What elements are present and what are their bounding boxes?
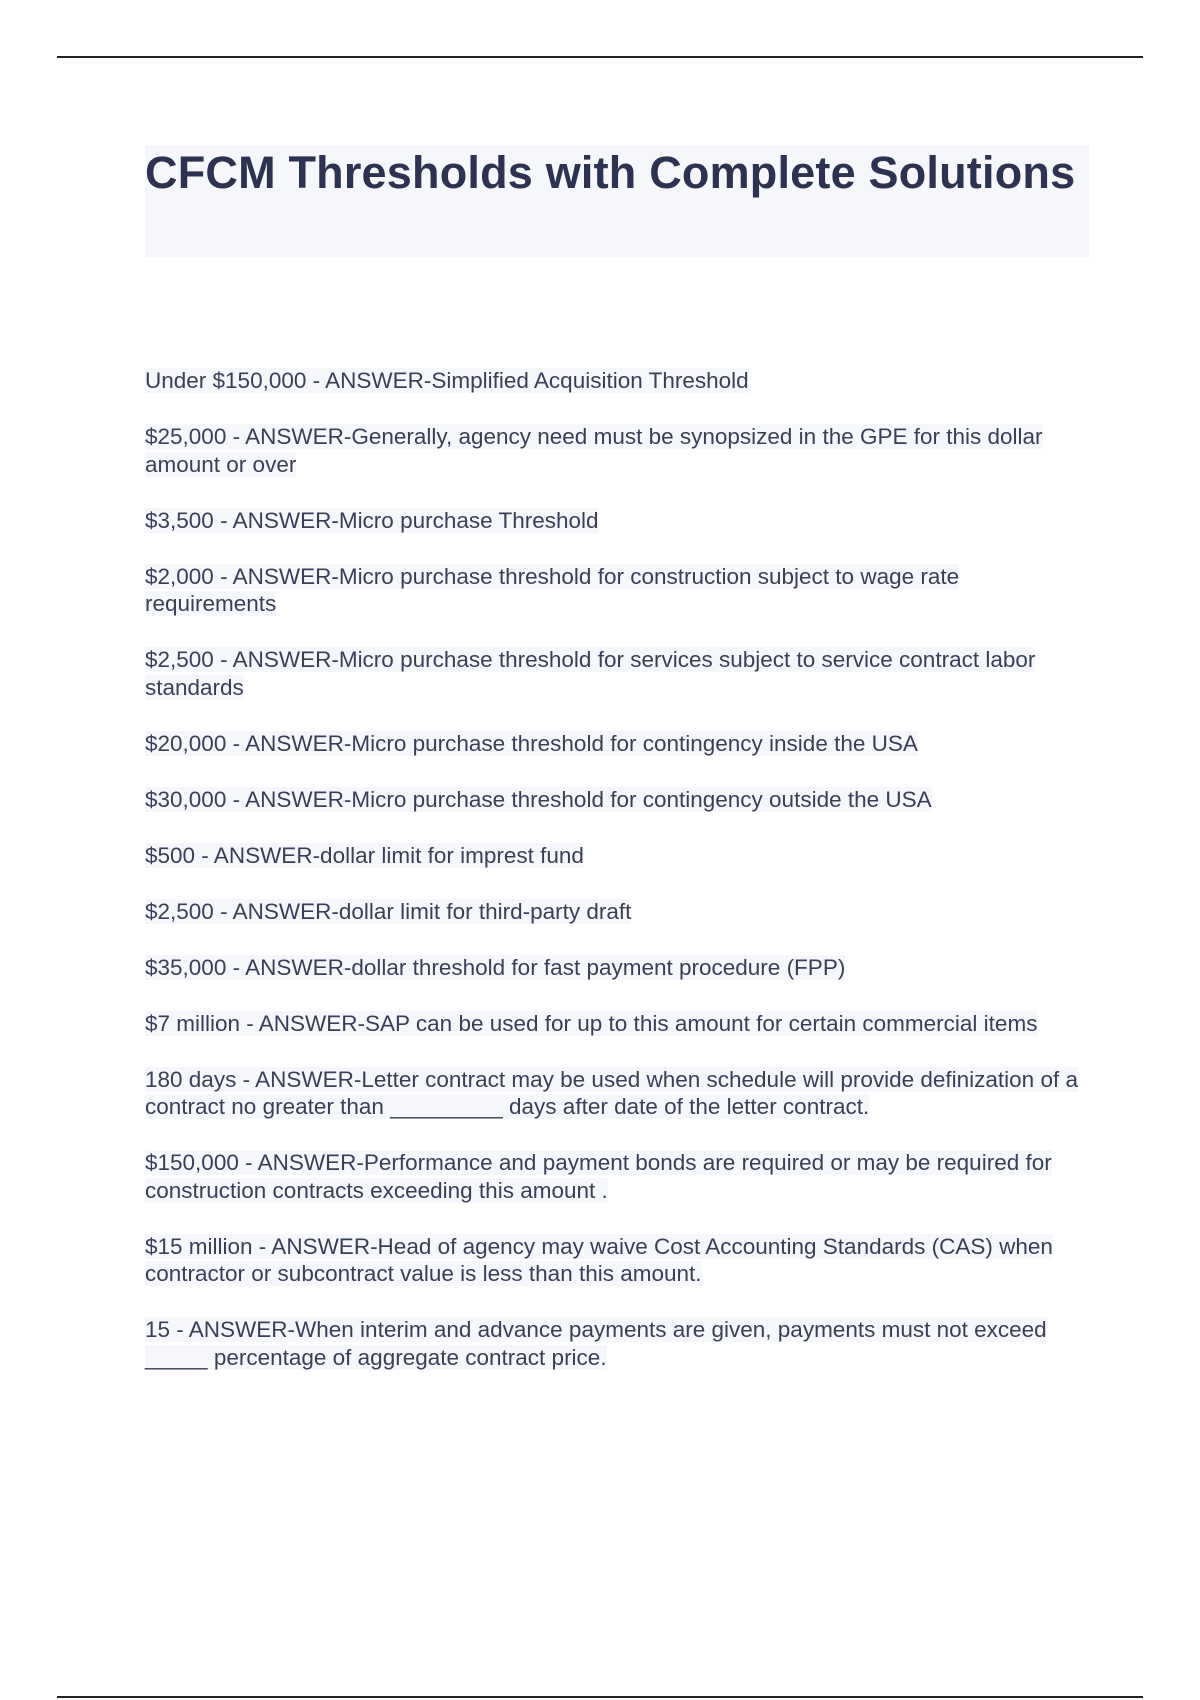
qa-item-text: $500 - ANSWER-dollar limit for imprest fund	[145, 842, 584, 868]
bottom-rule	[57, 1696, 1143, 1698]
title-block	[145, 145, 1089, 257]
qa-item-text: $15 million - ANSWER-Head of agency may waive Cost Accounting Standards (CAS) when contractor or subcontract value is less than this amount.	[145, 1233, 1053, 1286]
qa-item-text: $7 million - ANSWER-SAP can be used for up to this amount for certain commercial items	[145, 1010, 1038, 1036]
qa-item	[145, 1233, 1089, 1288]
qa-item-text: $2,500 - ANSWER-Micro purchase threshold for services subject to service contract labor standards	[145, 647, 1036, 700]
qa-item-text: $25,000 - ANSWER-Generally, agency need must be synopsized in the GPE for this dollar amount or over	[145, 424, 1043, 477]
qa-item	[145, 1316, 1089, 1371]
qa-item	[145, 646, 1089, 701]
qa-item-text: $3,500 - ANSWER-Micro purchase Threshold	[145, 507, 599, 533]
qa-item-text: Under $150,000 - ANSWER-Simplified Acquisition Threshold	[145, 368, 749, 393]
qa-item-text: $20,000 - ANSWER-Micro purchase threshold for contingency inside the USA	[145, 730, 918, 756]
qa-item	[145, 842, 1089, 870]
qa-list	[145, 367, 1089, 1400]
qa-item-text: $150,000 - ANSWER-Performance and payment bonds are required or may be required for construction contracts exceeding this amount .	[145, 1150, 1052, 1203]
document-title: CFCM Thresholds with Complete Solutions	[145, 147, 1076, 198]
qa-item-text: 15 - ANSWER-When interim and advance payments are given, payments must not exceed _____ percentage of aggregate contract price.	[145, 1317, 1047, 1370]
qa-item-text: $2,500 - ANSWER-dollar limit for third-party draft	[145, 898, 632, 924]
qa-item-text: 180 days - ANSWER-Letter contract may be used when schedule will provide definization of a contract no greater than _________ days after date of the letter contract.	[145, 1066, 1078, 1119]
qa-item	[145, 507, 1089, 535]
qa-item	[145, 786, 1089, 814]
qa-item-text: $30,000 - ANSWER-Micro purchase threshold for contingency outside the USA	[145, 786, 932, 812]
qa-item-text: $35,000 - ANSWER-dollar threshold for fast payment procedure (FPP)	[145, 954, 846, 980]
qa-item	[145, 367, 1089, 395]
qa-item	[145, 1066, 1089, 1121]
qa-item	[145, 898, 1089, 926]
qa-item-text: $2,000 - ANSWER-Micro purchase threshold for construction subject to wage rate requirements	[145, 563, 960, 616]
top-rule	[57, 56, 1143, 58]
qa-item	[145, 563, 1089, 618]
qa-item	[145, 1149, 1089, 1204]
qa-item	[145, 954, 1089, 982]
qa-item	[145, 730, 1089, 758]
qa-item	[145, 423, 1089, 478]
qa-item	[145, 1010, 1089, 1038]
